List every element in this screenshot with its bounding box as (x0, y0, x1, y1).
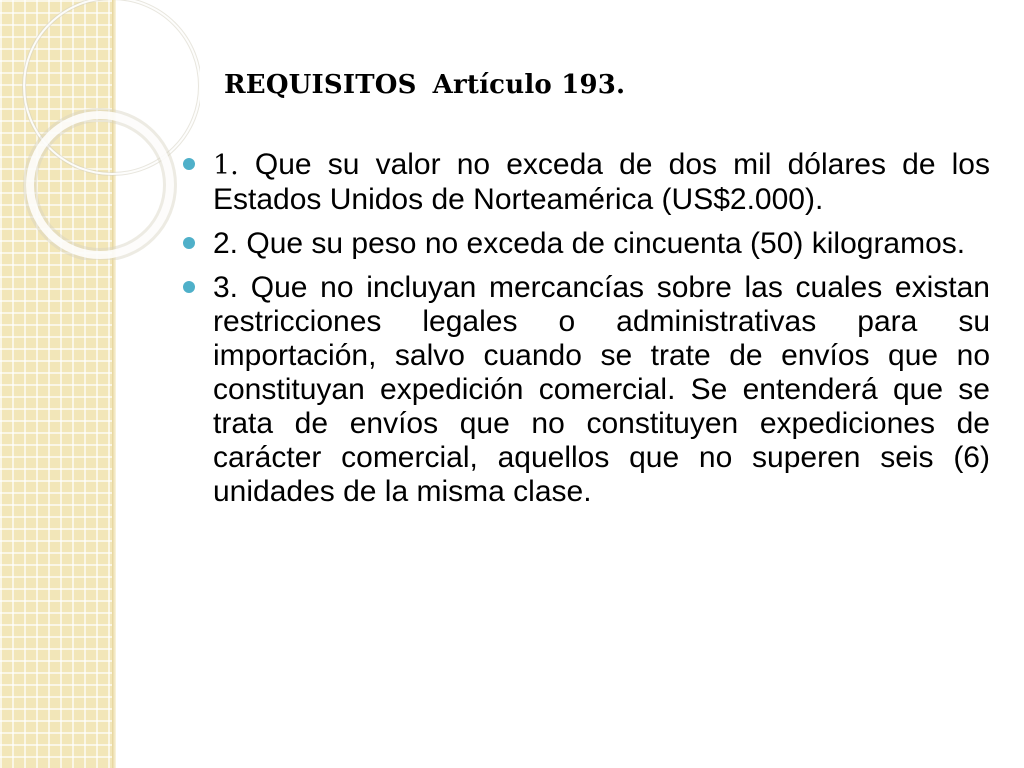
requirements-list (180, 148, 990, 519)
title-article: Artículo 193. (432, 70, 626, 100)
slide-title (224, 70, 625, 100)
list-item-2 (180, 227, 990, 261)
item-number: 1. (213, 150, 239, 181)
bullet-icon (183, 281, 195, 293)
item-text: Que no incluyan mercancías sobre las cuales existan restricciones legales o administrativas para su importación, salvo cuando se trate de envíos que no constituyan expedición comercial. Se entenderá que se trata de envíos que no constituyen expediciones de carácter comercial, aquellos que no superen seis (6) unidades de la misma clase. (213, 271, 990, 508)
list-item-1 (180, 148, 990, 217)
decorative-ring-upper-highlight (24, 0, 200, 174)
item-number: 2. (213, 227, 239, 260)
list-item-3 (180, 271, 990, 509)
bullet-icon (183, 237, 195, 249)
decorative-rings (0, 0, 200, 260)
decorative-ring-lower-highlight (30, 115, 170, 255)
item-text: Que su valor no exceda de dos mil dólares de los Estados Unidos de Norteamérica (US$2.000). (213, 148, 990, 216)
item-number: 3. (213, 271, 239, 304)
title-main: REQUISITOS (224, 70, 417, 100)
item-text: Que su peso no exceda de cincuenta (50) kilogramos. (246, 227, 966, 260)
bullet-icon (183, 158, 195, 170)
